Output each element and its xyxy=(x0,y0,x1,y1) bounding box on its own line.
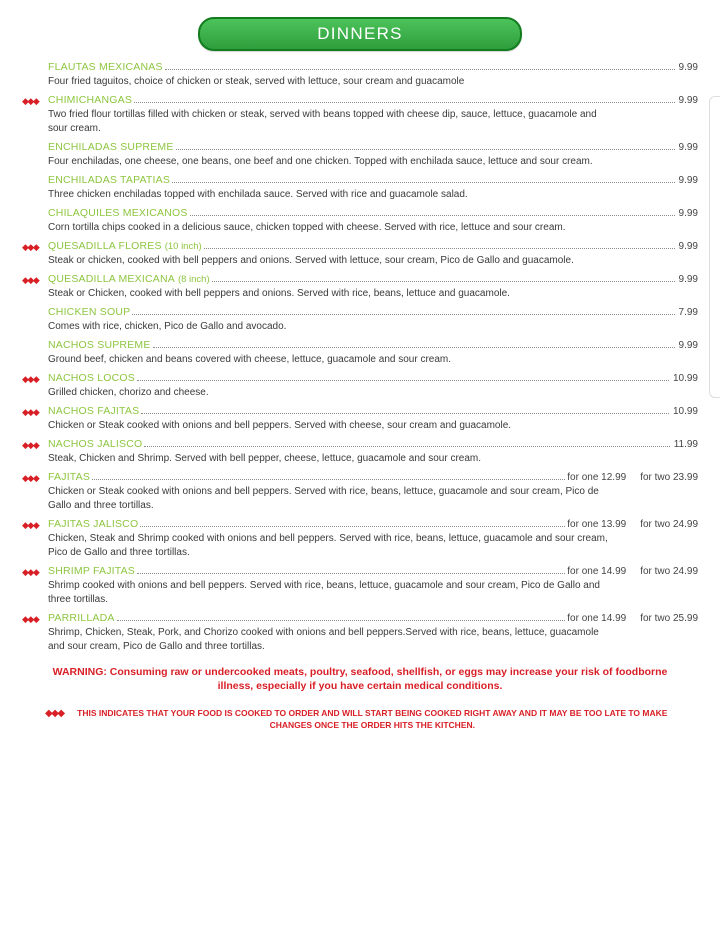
menu-list xyxy=(0,61,720,654)
menu-item-name: FAJITAS xyxy=(48,471,91,483)
leader-dots xyxy=(132,307,674,315)
leader-dots xyxy=(140,519,565,527)
menu-item-line xyxy=(48,405,698,418)
menu-item-price: 9.99 xyxy=(678,274,698,285)
spicy-marker-icon: ◆◆◆ xyxy=(22,567,39,577)
menu-item xyxy=(22,141,698,169)
menu-item-price: 10.99 xyxy=(672,406,698,417)
menu-item-line xyxy=(48,438,698,451)
leader-dots xyxy=(117,613,566,621)
menu-item-line xyxy=(48,240,698,253)
menu-item-name: FAJITAS JALISCO xyxy=(48,518,139,530)
menu-item-line xyxy=(48,306,698,319)
menu-item-description: Corn tortilla chips cooked in a delicious sauce, chicken topped with cheese. Served with rice, lettuce and sour cream. xyxy=(48,222,566,233)
menu-item-description: Chicken or Steak cooked with onions and bell peppers. Served with cheese, sour cream and guacamole. xyxy=(48,420,512,431)
menu-item-description: Grilled chicken, chorizo and cheese. xyxy=(48,387,209,398)
menu-item-name: ENCHILADAS TAPATIAS xyxy=(48,174,171,186)
menu-item-price: for one 12.99 xyxy=(567,472,627,483)
menu-item-name: PARRILLADA xyxy=(48,612,115,624)
menu-item-line xyxy=(48,273,698,286)
indicator-note-text: THIS INDICATES THAT YOUR FOOD IS COOKED TO ORDER AND WILL START BEING COOKED RIGHT AWAY AND IT MAY BE TOO LATE TO MAKE CHANGES ONCE THE ORDER HITS THE KITCHEN. xyxy=(77,708,668,730)
leader-dots xyxy=(144,439,669,447)
indicator-note xyxy=(0,693,720,731)
menu-item-line xyxy=(48,61,698,74)
menu-item xyxy=(22,306,698,334)
menu-item xyxy=(22,518,698,560)
menu-item xyxy=(22,565,698,607)
menu-item xyxy=(22,273,698,301)
menu-item-line xyxy=(48,372,698,385)
header-banner xyxy=(198,17,522,51)
menu-item xyxy=(22,339,698,367)
page-edge-artifact xyxy=(709,96,720,398)
menu-item-name: NACHOS LOCOS xyxy=(48,372,135,384)
leader-dots xyxy=(137,566,565,574)
header xyxy=(0,0,720,61)
menu-item xyxy=(22,372,698,400)
menu-item-description: Steak, Chicken and Shrimp. Served with bell pepper, cheese, lettuce, guacamole and sour cream. xyxy=(48,453,482,464)
menu-item-price: 9.99 xyxy=(678,95,698,106)
menu-item-line xyxy=(48,141,698,154)
menu-item-line xyxy=(48,94,698,107)
menu-item-line xyxy=(48,174,698,187)
menu-item-prices xyxy=(567,518,698,531)
menu-item-price: 9.99 xyxy=(678,142,698,153)
menu-item-line xyxy=(48,207,698,220)
menu-item-description: Four fried taguitos, choice of chicken or steak, served with lettuce, sour cream and guacamole xyxy=(48,76,465,87)
menu-item-name: NACHOS SUPREME xyxy=(48,339,151,351)
menu-item-description: Two fried flour tortillas filled with chicken or steak, served with beans topped with cheese dip, sauce, lettuce, guacamole and sour cream. xyxy=(48,109,597,134)
menu-item-qualifier: (10 inch) xyxy=(164,241,202,252)
menu-item-name: CHILAQUILES MEXICANOS xyxy=(48,207,188,219)
menu-item-price: for one 14.99 xyxy=(567,613,627,624)
menu-item-name: CHICKEN SOUP xyxy=(48,306,131,318)
menu-item-name: ENCHILADAS SUPREME xyxy=(48,141,174,153)
menu-item-price: 9.99 xyxy=(678,340,698,351)
page-title: DINNERS xyxy=(317,24,403,43)
menu-item-name: FLAUTAS MEXICANAS xyxy=(48,61,163,73)
leader-dots xyxy=(153,340,675,348)
menu-item-line xyxy=(48,565,698,578)
leader-dots xyxy=(134,95,674,103)
spicy-marker-icon: ◆◆◆ xyxy=(22,242,39,252)
menu-item-description: Three chicken enchiladas topped with enchilada sauce. Served with rice and guacamole salad. xyxy=(48,189,468,200)
spicy-marker-icon: ◆◆◆ xyxy=(22,614,39,624)
leader-dots xyxy=(137,373,669,381)
menu-item-price: for two 23.99 xyxy=(640,472,698,483)
menu-item-description: Comes with rice, chicken, Pico de Gallo and avocado. xyxy=(48,321,287,332)
menu-item-prices xyxy=(567,565,698,578)
menu-item-price: 9.99 xyxy=(678,208,698,219)
menu-item-description: Shrimp cooked with onions and bell peppers. Served with rice, beans, lettuce, guacamole and sour cream, Pico de Gallo and three tortillas. xyxy=(48,580,600,605)
menu-item-description: Chicken or Steak cooked with onions and bell peppers. Served with rice, beans, lettuce, guacamole and sour cream, Pico de Gallo and three tortillas. xyxy=(48,486,599,511)
menu-item-name: QUESADILLA FLORES xyxy=(48,240,162,252)
leader-dots xyxy=(204,241,675,249)
menu-item-line xyxy=(48,471,698,484)
menu-item-price: 9.99 xyxy=(678,175,698,186)
leader-dots xyxy=(165,62,675,70)
leader-dots xyxy=(176,142,675,150)
menu-item-prices xyxy=(567,471,698,484)
spicy-marker-icon: ◆◆◆ xyxy=(22,275,39,285)
warning-text: WARNING: Consuming raw or undercooked meats, poultry, seafood, shellfish, or eggs may increase your risk of foodborne illness, especially if you have certain medical conditions. xyxy=(52,666,668,692)
menu-item-price: for one 14.99 xyxy=(567,566,627,577)
menu-item-price: for two 24.99 xyxy=(640,566,698,577)
spicy-marker-icon: ◆◆◆ xyxy=(22,96,39,106)
menu-item-price: 10.99 xyxy=(672,373,698,384)
menu-item-line xyxy=(48,518,698,531)
leader-dots xyxy=(212,274,675,282)
menu-item-description: Chicken, Steak and Shrimp cooked with onions and bell peppers. Served with rice, beans, lettuce, guacamole and sour cream, Pico de Gallo and three tortillas. xyxy=(48,533,608,558)
menu-item xyxy=(22,438,698,466)
leader-dots xyxy=(141,406,669,414)
spicy-marker-icon: ◆◆◆ xyxy=(22,440,39,450)
menu-item-name: SHRIMP FAJITAS xyxy=(48,565,136,577)
menu-item xyxy=(22,612,698,654)
spicy-marker-icon: ◆◆◆ xyxy=(45,708,64,719)
menu-item-prices xyxy=(567,612,698,625)
menu-item-price: 9.99 xyxy=(678,62,698,73)
menu-item xyxy=(22,207,698,235)
spicy-marker-icon: ◆◆◆ xyxy=(22,520,39,530)
menu-item xyxy=(22,94,698,136)
spicy-marker-icon: ◆◆◆ xyxy=(22,407,39,417)
menu-item-name: NACHOS FAJITAS xyxy=(48,405,140,417)
menu-item-price: for two 25.99 xyxy=(640,613,698,624)
spicy-marker-icon: ◆◆◆ xyxy=(22,473,39,483)
menu-item-description: Shrimp, Chicken, Steak, Pork, and Chorizo cooked with onions and bell peppers.Served with rice, beans, lettuce, guacamole and sour cream, Pico de Gallo and three tortillas. xyxy=(48,627,599,652)
menu-item-price: 9.99 xyxy=(678,241,698,252)
menu-item xyxy=(22,61,698,89)
menu-item-description: Ground beef, chicken and beans covered with cheese, lettuce, guacamole and sour cream. xyxy=(48,354,452,365)
menu-item-line xyxy=(48,339,698,352)
menu-item-description: Steak or Chicken, cooked with bell peppers and onions. Served with rice, beans, lettuce and guacamole. xyxy=(48,288,510,299)
menu-item-name: NACHOS JALISCO xyxy=(48,438,143,450)
menu-item xyxy=(22,471,698,513)
menu-item-line xyxy=(48,612,698,625)
menu-item-price: 7.99 xyxy=(678,307,698,318)
menu-item-description: Four enchiladas, one cheese, one beans, one beef and one chicken. Topped with enchilada sauce, lettuce and sour cream. xyxy=(48,156,593,167)
menu-item xyxy=(22,240,698,268)
menu-item-price: for one 13.99 xyxy=(567,519,627,530)
menu-item-description: Steak or chicken, cooked with bell peppers and onions. Served with lettuce, sour cream, Pico de Gallo and guacamole. xyxy=(48,255,574,266)
leader-dots xyxy=(92,472,565,480)
menu-item-name: CHIMICHANGAS xyxy=(48,94,133,106)
menu-item-name: QUESADILLA MEXICANA xyxy=(48,273,175,285)
menu-item-price: for two 24.99 xyxy=(640,519,698,530)
menu-item-price: 11.99 xyxy=(673,439,698,450)
leader-dots xyxy=(172,175,674,183)
spicy-marker-icon: ◆◆◆ xyxy=(22,374,39,384)
menu-item xyxy=(22,174,698,202)
menu-item-qualifier: (8 inch) xyxy=(177,274,210,285)
menu-item xyxy=(22,405,698,433)
leader-dots xyxy=(190,208,675,216)
